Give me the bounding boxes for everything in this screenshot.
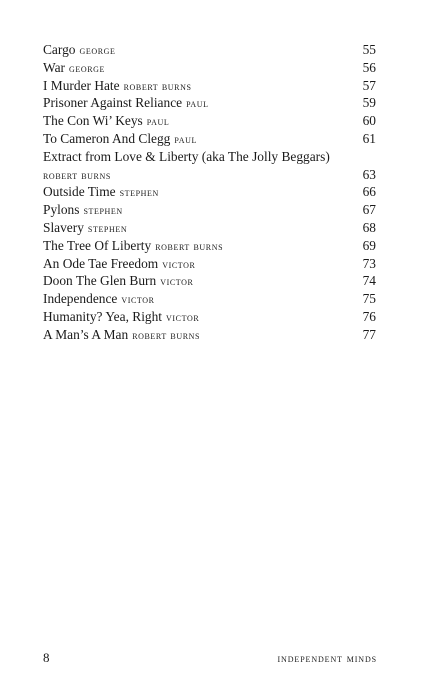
- toc-entry: [43, 255, 376, 273]
- toc-author: stephen: [87, 220, 128, 235]
- toc-entry: [43, 308, 376, 326]
- toc-author: paul: [174, 131, 197, 146]
- toc-entry: [43, 166, 376, 184]
- toc-author: robert burns: [132, 327, 201, 342]
- toc-author: stephen: [119, 185, 159, 200]
- toc-author: george: [68, 60, 106, 75]
- toc-title: To Cameron And Clegg: [43, 130, 171, 146]
- toc-page-number: 56: [362, 59, 376, 75]
- toc-author: robert burns: [123, 78, 192, 93]
- toc-entry: [43, 183, 376, 201]
- folio-page-number: 8: [43, 650, 50, 665]
- toc-title: Pylons: [43, 202, 80, 218]
- toc-title: Slavery: [43, 219, 84, 235]
- page-footer: [43, 650, 377, 666]
- toc-page-number: 63: [362, 166, 376, 182]
- toc-entry: [43, 272, 376, 290]
- toc-entry: [43, 59, 376, 77]
- toc-author: paul: [186, 96, 209, 111]
- toc-entry: [43, 237, 376, 255]
- toc-entry: [43, 77, 376, 95]
- toc-entry: [43, 41, 376, 59]
- toc-entry: [43, 112, 376, 130]
- toc-page-number: 77: [362, 326, 376, 342]
- toc-page-number: 69: [362, 237, 376, 253]
- toc-page-number: 76: [362, 308, 376, 324]
- toc-page-number: 60: [362, 113, 376, 129]
- toc-page-number: 66: [362, 184, 376, 200]
- toc-title: Doon The Glen Burn: [43, 273, 157, 289]
- toc-entry: [43, 148, 376, 166]
- toc-title: Extract from Love & Liberty (aka The Jolly Beggars): [43, 148, 330, 164]
- toc-page-number: 73: [362, 255, 376, 271]
- toc-author: robert burns: [155, 238, 224, 253]
- toc-title: War: [43, 59, 65, 75]
- toc-entry: [43, 130, 376, 148]
- toc-page-number: 67: [362, 202, 376, 218]
- toc-title: The Tree Of Liberty: [43, 237, 152, 253]
- toc-page-number: 74: [362, 273, 376, 289]
- toc-entry: [43, 94, 376, 112]
- toc-page-number: 59: [362, 95, 376, 111]
- toc-author: george: [79, 43, 116, 57]
- toc-author: robert burns: [43, 167, 111, 182]
- toc-title: Prisoner Against Reliance: [43, 95, 183, 111]
- toc-page-number: 57: [362, 77, 376, 93]
- toc-title: Cargo: [43, 42, 76, 57]
- toc-entry: [43, 201, 376, 219]
- toc-author: victor: [166, 309, 200, 324]
- toc-page-number: 61: [362, 130, 376, 146]
- toc-author: victor: [162, 256, 196, 271]
- toc-title: An Ode Tae Freedom: [43, 255, 159, 271]
- toc-author: victor: [160, 274, 194, 289]
- toc-author: paul: [146, 114, 170, 129]
- toc-title: A Man’s A Man: [43, 326, 129, 342]
- toc-page-number: 68: [362, 219, 376, 235]
- toc-entry: [43, 219, 376, 237]
- toc-title: Outside Time: [43, 184, 116, 200]
- running-head: independent minds: [277, 653, 377, 665]
- toc-title: The Con Wi’ Keys: [43, 113, 143, 129]
- toc-title: I Murder Hate: [43, 77, 120, 93]
- toc-page-number: 55: [362, 42, 376, 57]
- toc-title: Humanity? Yea, Right: [43, 308, 163, 324]
- toc-entry: [43, 290, 376, 308]
- toc-page-number: 75: [362, 291, 376, 307]
- toc-author: victor: [121, 292, 155, 307]
- table-of-contents: [43, 41, 376, 344]
- toc-entry: [43, 326, 376, 344]
- toc-author: stephen: [83, 203, 123, 218]
- toc-title: Independence: [43, 291, 118, 307]
